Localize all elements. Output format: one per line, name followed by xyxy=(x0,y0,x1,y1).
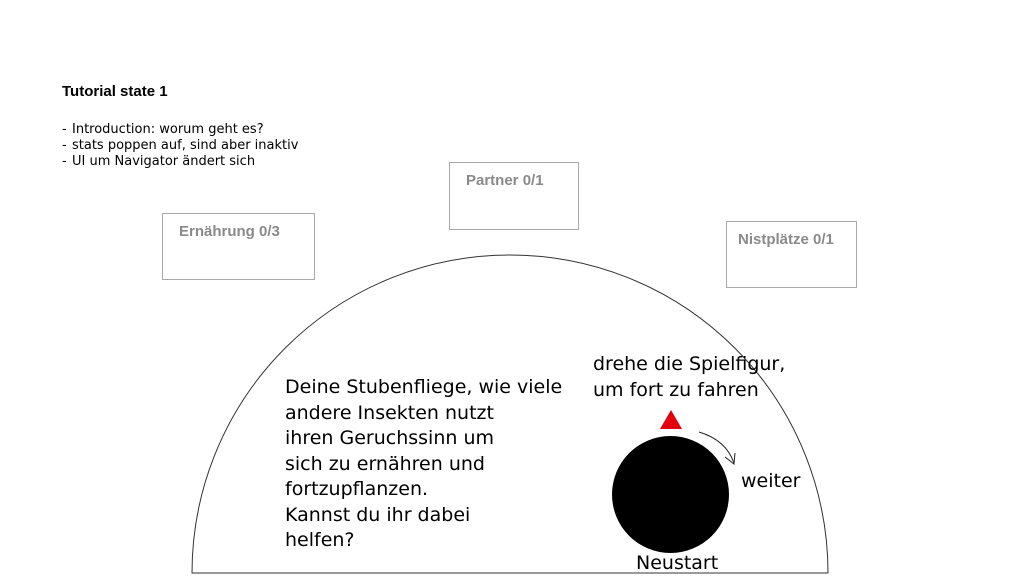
hint-line: um fort zu fahren xyxy=(593,378,759,401)
intro-line: sich zu ernähren und xyxy=(285,452,485,475)
tutorial-title: Tutorial state 1 xyxy=(62,83,168,100)
rotary-knob-icon[interactable] xyxy=(612,436,729,553)
intro-line: andere Insekten nutzt xyxy=(285,401,494,424)
note-item: - UI um Navigator ändert sich xyxy=(62,154,298,170)
hint-line: drehe die Spielfigur, xyxy=(593,353,786,375)
stat-label-ernaehrung: Ernährung 0/3 xyxy=(179,223,280,240)
stat-label-partner: Partner 0/1 xyxy=(466,172,544,189)
intro-line: Kannst du ihr dabei xyxy=(285,503,471,526)
note-item: - stats poppen auf, sind aber inaktiv xyxy=(62,138,298,154)
restart-button[interactable]: Neustart xyxy=(636,552,719,574)
note-item: - Introduction: worum geht es? xyxy=(62,122,298,138)
intro-line: fortzupflanzen. xyxy=(285,478,429,500)
intro-line: helfen? xyxy=(285,529,355,551)
next-button[interactable]: weiter xyxy=(741,470,801,492)
intro-line: Deine Stubenfliege, wie viele xyxy=(285,376,563,398)
direction-pointer-icon xyxy=(660,410,682,429)
intro-line: ihren Geruchssinn um xyxy=(285,427,494,449)
stat-label-nistplaetze: Nistplätze 0/1 xyxy=(738,231,834,248)
navigator-hint xyxy=(593,352,803,403)
intro-text xyxy=(285,375,565,554)
